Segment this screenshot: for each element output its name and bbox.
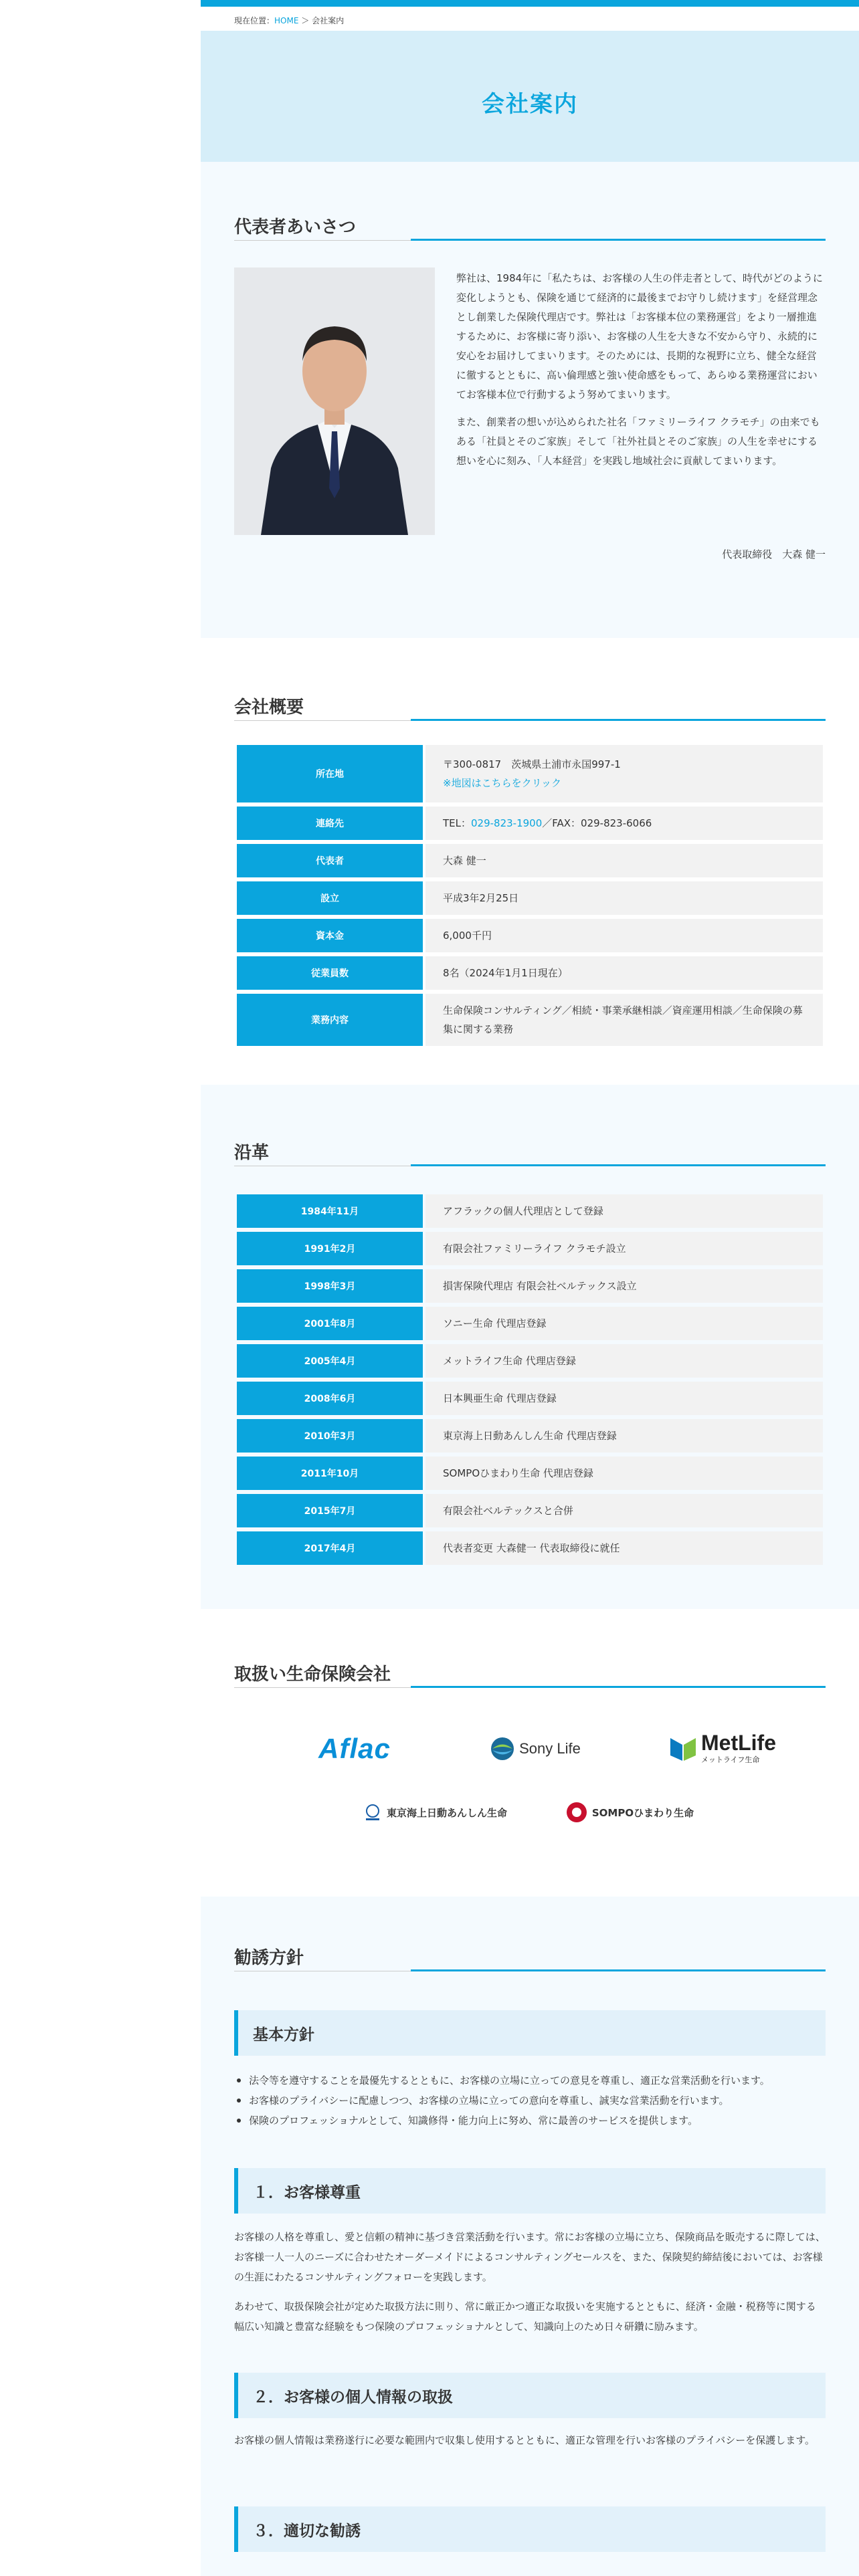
row-value: 生命保険コンサルティング／相続・事業承継相談／資産運用相談／生命保険の募集に関する業務 [425,994,823,1046]
sony-life-logo-text: Sony Life [519,1740,581,1757]
history-event: 有限会社ファミリーライフ クラモチ設立 [425,1232,823,1265]
customer-respect-paragraph: あわせて、取扱保険会社が定めた取扱方法に則り、常に厳正かつ適正な取扱いを実施するとともに、経済・金融・税務等に関する幅広い知識と豊富な経験をもつ保険のプロフェッショナルとして、知識向上のため日々研鑽に励みます。 [234,2300,816,2333]
page-title: 会社案内 [482,91,578,118]
customer-respect-header [234,2168,826,2214]
breadcrumb-prefix: 現在位置： [234,16,275,25]
history-event: 代表者変更 大森健一 代表取締役に就任 [425,1531,823,1565]
history-date: 1998年3月 [237,1269,423,1303]
history-heading [234,1144,826,1166]
greeting-signature: 代表取締役 大森 健一 [722,548,826,560]
row-label: 代表者 [237,844,423,877]
table-row [237,956,823,990]
row-value: 平成3年2月25日 [425,881,823,915]
table-row [237,745,823,802]
history-event: 損害保険代理店 有限会社ベルテックス設立 [425,1269,823,1303]
policy-heading [234,1949,826,1971]
table-row [237,919,823,952]
breadcrumb-home-link[interactable]: HOME [274,16,299,25]
basic-policy-header [234,2010,826,2056]
table-row [237,881,823,915]
list-item: 法令等を遵守することを最優先するとともに、お客様の立場に立っての意見を尊重し、適正な営業活動を行います。 [234,2070,826,2090]
history-date: 2017年4月 [237,1531,423,1565]
sony-life-logo[interactable] [475,1728,595,1769]
table-row [237,1269,823,1303]
address-text: 〒300-0817 茨城県土浦市永国997-1 [443,758,621,770]
table-row [237,1382,823,1415]
aflac-logo-text: Aflac [318,1733,391,1764]
customer-respect-title: １．お客様尊重 [253,2184,361,2202]
history-date: 1991年2月 [237,1232,423,1265]
table-row [237,1307,823,1340]
history-table [234,1190,826,1569]
map-link[interactable]: ※地図はこちらをクリック [443,777,561,789]
tel-prefix: TEL： [443,817,471,829]
ceo-photo [234,267,435,535]
appropriate-solicitation-title: ３．適切な勧誘 [253,2523,361,2540]
history-event: アフラックの個人代理店として登録 [425,1194,823,1228]
row-value [425,807,823,840]
breadcrumb-separator: ＞ [301,16,310,25]
tokio-marine-anshin-logo[interactable] [348,1795,522,1830]
company-overview-table [234,741,826,1050]
greeting-paragraph: 弊社は、1984年に「私たちは、お客様の人生の伴走者として、時代がどのように変化しようとも、保険を通じて経済的に最後までお守りし続けます」を経営理念とし創業した保険代理店です。弊社は「お客様本位の業務運営」をより一層推進するために、お客様に寄り添い、お客様の人生を大きな不安から守り、永続的に安心をお届けしてまいります。そのためには、長期的な視野に立ち、健全な経営に徹するとともに、高い倫理感と強い使命感をもって、あらゆる業務運営においてお客様本位で行動するよう努めてまいります。 [456,272,823,401]
history-event: メットライフ生命 代理店登録 [425,1344,823,1378]
tokio-marine-logo-text: 東京海上日動あんしん生命 [386,1806,507,1819]
row-value: 8名（2024年1月1日現在） [425,956,823,990]
page [201,0,859,2576]
metlife-logo-text: MetLife [701,1731,776,1755]
table-row [237,1194,823,1228]
history-date: 1984年11月 [237,1194,423,1228]
history-date: 2008年6月 [237,1382,423,1415]
row-label: 業務内容 [237,994,423,1046]
table-row [237,1344,823,1378]
history-event: 有限会社ベルテックスと合併 [425,1494,823,1527]
history-date: 2005年4月 [237,1344,423,1378]
list-item: 保険のプロフェッショナルとして、知識修得・能力向上に努め、常に最善のサービスを提供します。 [234,2111,826,2131]
basic-policy-title: 基本方針 [253,2026,314,2044]
table-row [237,807,823,840]
metlife-logo[interactable] [649,1721,796,1775]
table-row [237,1232,823,1265]
row-label: 所在地 [237,745,423,802]
aflac-logo[interactable] [288,1725,421,1772]
overview-title: 会社概要 [234,697,304,718]
table-row [237,1531,823,1565]
overview-heading [234,698,826,721]
history-event: SOMPOひまわり生命 代理店登録 [425,1457,823,1490]
greeting-title: 代表者あいさつ [234,217,357,237]
appropriate-solicitation-header [234,2506,826,2552]
privacy-title: ２．お客様の個人情報の取扱 [253,2389,453,2406]
policy-title: 勧誘方針 [234,1948,304,1968]
greeting-heading [234,218,826,241]
history-title: 沿革 [234,1143,270,1163]
greeting-paragraph: また、創業者の想いが込められた社名「ファミリーライフ クラモチ」の由来でもある「社員とそのご家族」そして「社外社員とそのご家族」の人生を幸せにする想いを心に刻み、「人本経営」を実践し地域社会に貢献してまいります。 [456,416,820,467]
history-date: 2011年10月 [237,1457,423,1490]
page-hero [201,31,859,162]
history-date: 2001年8月 [237,1307,423,1340]
table-row [237,844,823,877]
history-date: 2010年3月 [237,1419,423,1453]
sompo-logo-text: SOMPOひまわり生命 [591,1806,694,1819]
table-row [237,1457,823,1490]
history-event: 東京海上日動あんしん生命 代理店登録 [425,1419,823,1453]
row-label: 設立 [237,881,423,915]
breadcrumb-current: 会社案内 [312,16,345,25]
history-event: 日本興亜生命 代理店登録 [425,1382,823,1415]
table-row [237,1419,823,1453]
sompo-emblem-icon [565,1801,588,1824]
customer-respect-paragraph: お客様の人格を尊重し、愛と信頼の精神に基づき営業活動を行います。常にお客様の立場に立ち、保険商品を販売するに際しては、お客様一人一人のニーズに合わせたオーダーメイドによるコンサルティングセールスを、また、保険契約締結後においては、お客様の生涯にわたるコンサルティングフォローを実践します。 [234,2231,826,2283]
metlife-emblem-icon [669,1734,697,1762]
greeting-message [456,269,826,479]
privacy-header [234,2373,826,2418]
metlife-logo-subtext: メットライフ生命 [701,1755,760,1764]
row-value: 大森 健一 [425,844,823,877]
history-date: 2015年7月 [237,1494,423,1527]
insurers-heading [234,1665,826,1688]
table-row [237,1494,823,1527]
breadcrumb [234,15,344,26]
history-event: ソニー生命 代理店登録 [425,1307,823,1340]
privacy-paragraph: お客様の個人情報は業務遂行に必要な範囲内で収集し使用するとともに、適正な管理を行いお客様のプライバシーを保護します。 [234,2434,816,2446]
row-label: 従業員数 [237,956,423,990]
list-item: お客様のプライバシーに配慮しつつ、お客様の立場に立っての意向を尊重し、誠実な営業活動を行います。 [234,2090,826,2111]
row-value: 6,000千円 [425,919,823,952]
fax-text: ／FAX：029-823-6066 [542,817,652,829]
insurers-title: 取扱い生命保険会社 [234,1665,391,1685]
basic-policy-list [234,2070,826,2131]
top-accent-bar [201,0,859,7]
row-label: 連絡先 [237,807,423,840]
table-row [237,994,823,1046]
tel-link[interactable]: 029-823-1900 [471,817,543,829]
tokio-marine-emblem-icon [363,1802,383,1822]
sony-life-emblem-icon [490,1736,515,1761]
row-label: 資本金 [237,919,423,952]
sompo-himawari-logo[interactable] [553,1795,706,1830]
row-value [425,745,823,802]
insurer-logos [234,1712,826,1852]
